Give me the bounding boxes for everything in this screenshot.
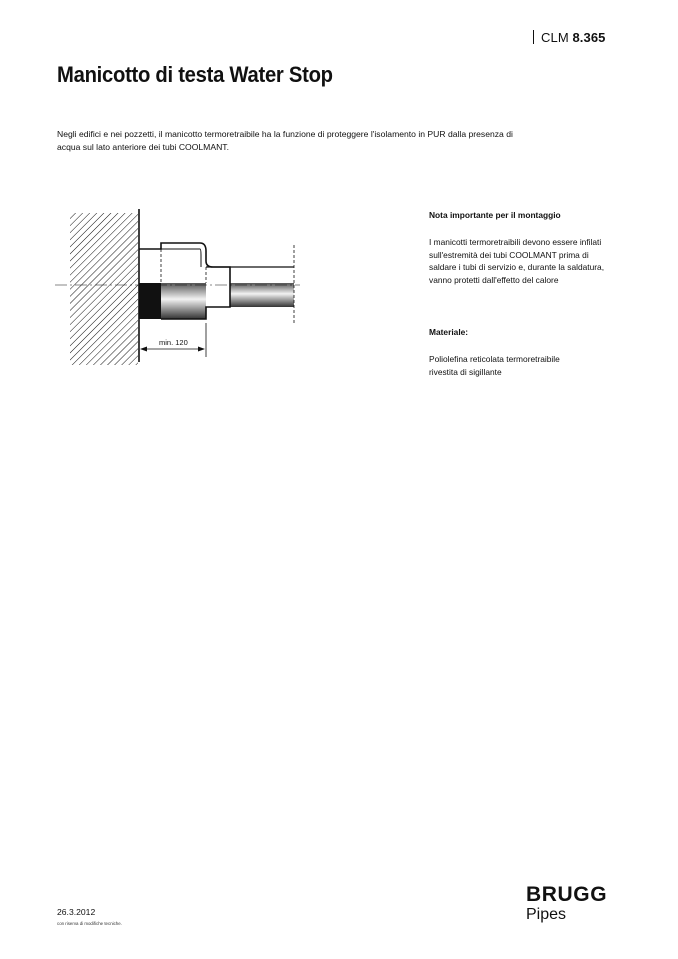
note-line: sull'estremità dei tubi COOLMANT prima di (429, 249, 589, 260)
pipe-inside-sleeve (161, 283, 206, 319)
sleeve-inner-line (161, 249, 201, 267)
page-title: Manicotto di testa Water Stop (57, 62, 333, 87)
dimension-arrow-right (198, 347, 205, 352)
dimension-arrow-left (140, 347, 147, 352)
note-heading: Nota importante per il montaggio (429, 210, 561, 220)
material-line: rivestita di sigillante (429, 366, 502, 377)
material-heading: Materiale: (429, 327, 469, 337)
wall-core-section (139, 283, 161, 319)
note-line: vanno protetti dall'effetto del calore (429, 274, 559, 285)
intro-line-2: acqua sul lato anteriore dei tubi COOLMANT. (57, 142, 229, 152)
material-line: Poliolefina reticolata termoretraibile (429, 354, 560, 364)
intro-paragraph (57, 128, 527, 154)
note-line: I manicotti termoretraibili devono essere infilati (429, 237, 602, 247)
code-divider (533, 30, 534, 44)
material-text (429, 353, 639, 378)
code-prefix: CLM (541, 30, 569, 45)
sleeve-diagram (55, 205, 305, 365)
document-code (533, 30, 606, 45)
pipe-exposed (230, 283, 294, 307)
wall-hatching (70, 213, 138, 365)
code-number: 8.365 (572, 30, 606, 45)
logo-brand: BRUGG (526, 883, 608, 906)
brugg-logo (526, 884, 626, 924)
footer-date: 26.3.2012 (57, 907, 96, 917)
note-line: saldare i tubi di servizio e, durante la saldatura, (429, 262, 605, 273)
footer-disclaimer: con riserva di modifiche tecniche. (57, 921, 122, 926)
logo-subtitle: Pipes (526, 906, 567, 923)
dimension-label: min. 120 (159, 338, 188, 347)
note-text (429, 236, 639, 286)
intro-line-1: Negli edifici e nei pozzetti, il manicotto termoretraibile ha la funzione di proteggere l'isolamento in PUR dalla presenza di (57, 129, 513, 139)
